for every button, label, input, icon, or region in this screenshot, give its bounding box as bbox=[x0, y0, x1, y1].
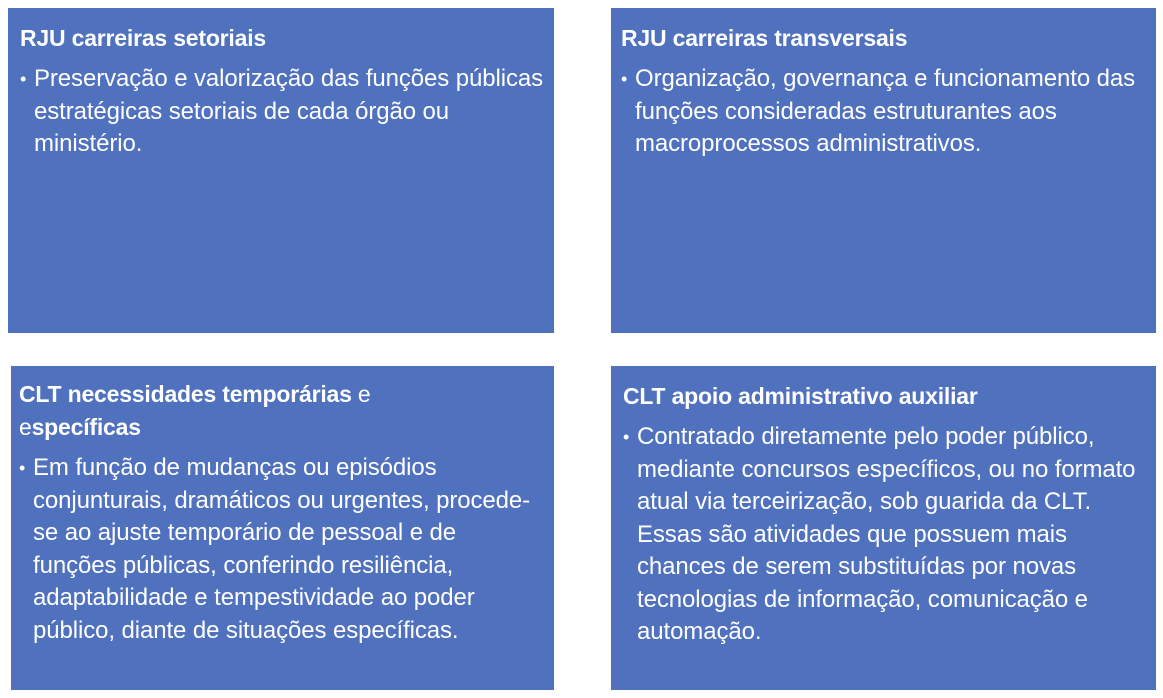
box-title: RJU carreiras setoriais bbox=[20, 25, 266, 51]
box-title-line2: specíficas bbox=[31, 414, 141, 440]
bullet-item bbox=[621, 63, 1146, 161]
box-title bbox=[19, 378, 544, 444]
box-title-line2-prefix: e bbox=[19, 414, 32, 440]
bullet-text: Preservação e valorização das funções públicas estratégicas setoriais de cada órgão ou ministério. bbox=[34, 65, 544, 157]
bullet-text: Organização, governança e funcionamento das funções consideradas estruturantes aos macroprocessos administrativos. bbox=[635, 65, 1136, 157]
bullet-item bbox=[20, 63, 544, 161]
box-title-suffix: e bbox=[351, 381, 371, 407]
box-clt-apoio bbox=[611, 366, 1156, 690]
box-clt-temporarias bbox=[11, 366, 554, 690]
box-rju-setoriais bbox=[8, 8, 554, 333]
box-title-bold: CLT necessidades temporárias bbox=[19, 381, 352, 407]
bullet-icon: • bbox=[19, 458, 26, 478]
bullet-item bbox=[19, 452, 544, 647]
bullet-text: Contratado diretamente pelo poder público, mediante concursos específicos, ou no formato atual via terceirização, sob guarida da CLT. Essas são atividades que possuem mais chances de serem substituídas por novas tecnologias de informação, comunicação e automação. bbox=[637, 423, 1136, 645]
bullet-item bbox=[623, 421, 1146, 649]
bullet-icon: • bbox=[20, 69, 27, 89]
box-rju-transversais bbox=[611, 8, 1156, 333]
bullet-icon: • bbox=[621, 69, 628, 89]
bullet-icon: • bbox=[623, 427, 630, 447]
box-title: CLT apoio administrativo auxiliar bbox=[623, 383, 978, 409]
box-title: RJU carreiras transversais bbox=[621, 25, 908, 51]
bullet-text: Em função de mudanças ou episódios conjunturais, dramáticos ou urgentes, procede-se ao ajuste temporário de pessoal e de funções públicas, conferindo resiliência, adaptabilidade e tempestividade ao poder público, diante de situações específicas. bbox=[33, 454, 531, 644]
